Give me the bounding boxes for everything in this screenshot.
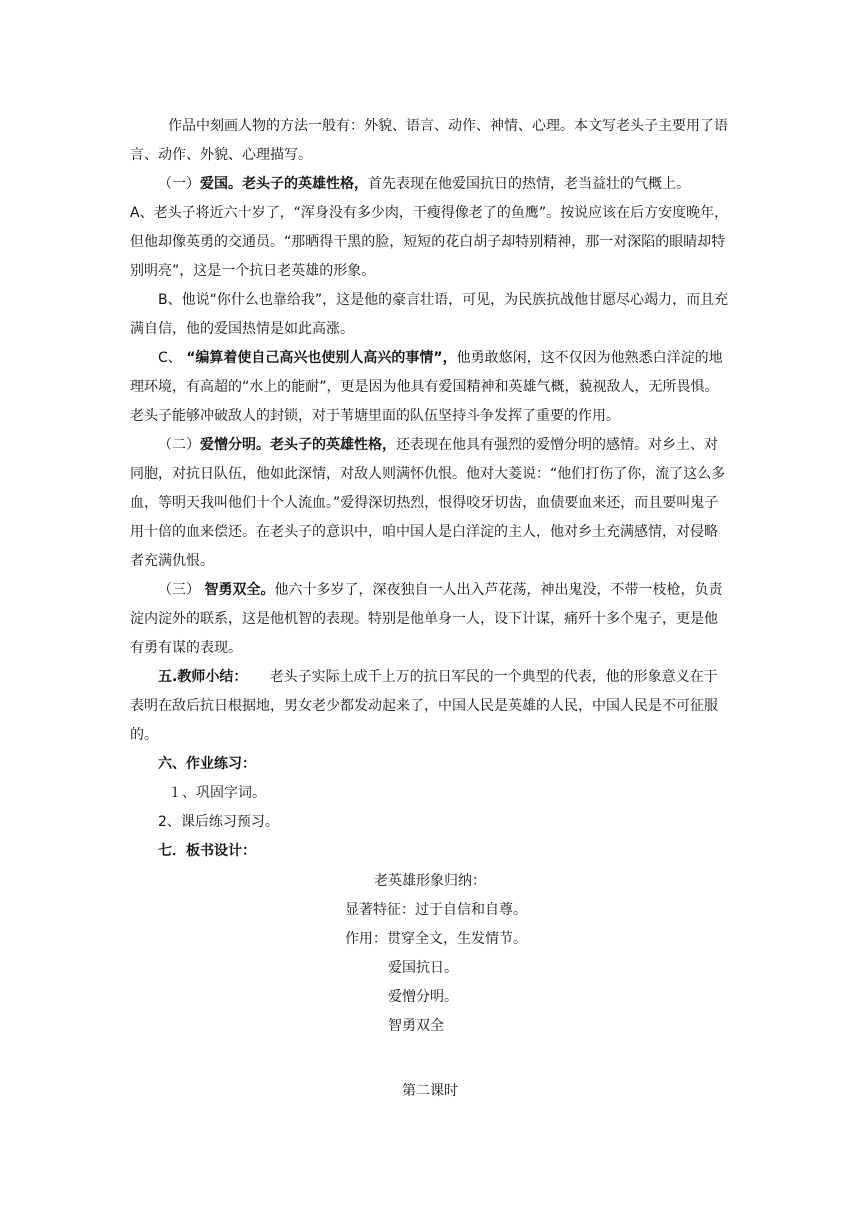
board-design bbox=[130, 866, 730, 1041]
board-line-2: 作用：贯穿全文，生发情节。 bbox=[345, 931, 527, 947]
board-line-5: 智勇双全 bbox=[388, 1018, 444, 1034]
board-line-1: 显著特征：过于自信和自尊。 bbox=[345, 902, 527, 918]
homework-heading: 六、作业练习： bbox=[158, 756, 256, 772]
section-1-paragraph bbox=[130, 170, 730, 199]
board-line-3: 爱国抗日。 bbox=[388, 960, 458, 976]
section-1-label: （一） bbox=[158, 176, 200, 192]
section-3-body: 他六十多岁了，深夜独自一人出入芦花荡，神出鬼没，不带一枝枪，负责淀内淀外的联系，这是他机智的表现。特别是他单身一人，设下计谋，痛歼十多个鬼子，更是他有勇有谋的表现。 bbox=[130, 582, 723, 656]
section-2-heading: 爱憎分明。老头子的英雄性格， bbox=[200, 437, 396, 453]
section-3-heading: 智勇双全。 bbox=[204, 582, 275, 598]
section-1-body: 首先表现在他爱国抗日的热情，老当益壮的气概上。 bbox=[368, 176, 690, 192]
board-title: 老英雄形象归纳： bbox=[374, 873, 486, 889]
summary-paragraph bbox=[130, 663, 730, 750]
board-line-4: 爱憎分明。 bbox=[388, 989, 458, 1005]
point-c-label: C、 bbox=[158, 350, 187, 366]
next-lesson-heading: 第二课时 bbox=[402, 1083, 458, 1099]
point-c-heading: “编算着使自己高兴也使别人高兴的事情”， bbox=[186, 350, 457, 366]
section-1-point-c bbox=[130, 344, 730, 431]
section-3-label: （三） bbox=[158, 582, 205, 598]
board-heading: 七．板书设计： bbox=[158, 843, 256, 859]
section-2-paragraph bbox=[130, 431, 730, 576]
section-1-heading: 爱国。老头子的英雄性格， bbox=[200, 176, 368, 192]
point-c-body: 他勇敢悠闲，这不仅因为他熟悉白洋淀的地理环境，有高超的“水上的能耐”，更是因为他具有爱国精神和英雄气概，藐视敌人，无所畏惧。老头子能够冲破敌人的封锁，对于苇塘里面的队伍坚持斗争发挥了重要的作用。 bbox=[130, 350, 723, 424]
summary-heading: 五.教师小结： bbox=[158, 669, 248, 685]
section-1-point-b: B、他说“你什么也靠给我”，这是他的豪言壮语，可见，为民族抗战他甘愿尽心竭力，而且充满自信，他的爱国热情是如此高涨。 bbox=[130, 292, 729, 337]
section-2-body: 还表现在他具有强烈的爱憎分明的感情。对乡土、对同胞，对抗日队伍，他如此深情，对敌人则满怀仇恨。他对大菱说：“他们打伤了你，流了这么多血，等明天我叫他们十个人流血。”爱得深切热烈，恨得咬牙切齿，血债要血来还，而且要叫鬼子用十倍的血来偿还。在老头子的意识中，咱中国人是白洋淀的主人，他对乡土充满感情，对侵略者充满仇恨。 bbox=[130, 437, 726, 569]
section-3-paragraph bbox=[130, 576, 730, 663]
summary-body: 老头子实际上成千上万的抗日军民的一个典型的代表，他的形象意义在于表明在敌后抗日根据地，男女老少都发动起来了，中国人民是英雄的人民，中国人民是不可征服的。 bbox=[130, 669, 718, 743]
section-2-label: （二） bbox=[158, 437, 200, 453]
document-body bbox=[130, 112, 730, 1106]
intro-paragraph: 作品中刻画人物的方法一般有：外貌、语言、动作、神情、心理。本文写老头子主要用了语言、动作、外貌、心理描写。 bbox=[130, 118, 728, 163]
section-1-point-a: A、老头子将近六十岁了，“浑身没有多少肉，干瘦得像老了的鱼鹰”。按说应该在后方安度晚年，但他却像英勇的交通员。“那晒得干黑的脸，短短的花白胡子却特别精神，那一对深陷的眼睛却特别明亮”，这是一个抗日老英雄的形象。 bbox=[130, 205, 729, 279]
homework-item-2: 2、课后练习预习。 bbox=[158, 814, 279, 830]
homework-item-1: １、巩固字词。 bbox=[168, 785, 266, 801]
